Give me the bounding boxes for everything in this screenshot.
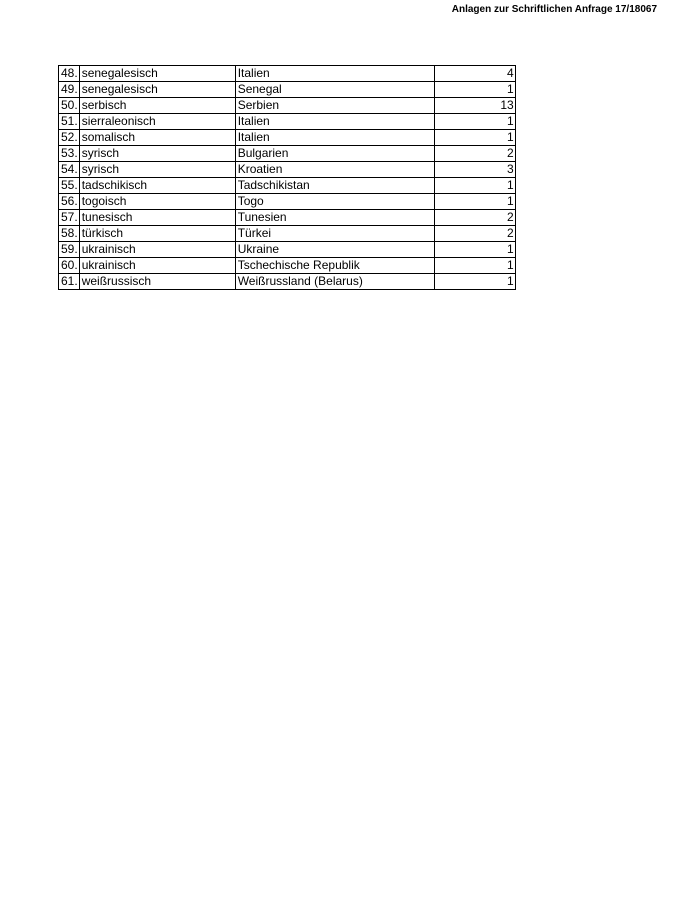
row-number-cell: 50. [59,98,80,114]
row-number-cell: 56. [59,194,80,210]
nationality-cell: ukrainisch [79,242,235,258]
nationality-cell: serbisch [79,98,235,114]
count-cell: 13 [434,98,515,114]
table-row [59,66,516,82]
table-row [59,98,516,114]
row-number-cell: 53. [59,146,80,162]
nationality-cell: togoisch [79,194,235,210]
row-number-cell: 61. [59,274,80,290]
country-cell: Bulgarien [235,146,434,162]
count-cell: 2 [434,210,515,226]
table-row [59,178,516,194]
table-row [59,258,516,274]
count-cell: 1 [434,274,515,290]
country-cell: Türkei [235,226,434,242]
table-row [59,210,516,226]
table-row [59,274,516,290]
nationality-cell: ukrainisch [79,258,235,274]
count-cell: 3 [434,162,515,178]
nationality-cell: türkisch [79,226,235,242]
country-cell: Weißrussland (Belarus) [235,274,434,290]
country-cell: Ukraine [235,242,434,258]
page-header-title: Anlagen zur Schriftlichen Anfrage 17/18067 [451,4,657,15]
nationality-cell: tadschikisch [79,178,235,194]
row-number-cell: 58. [59,226,80,242]
nationality-cell: senegalesisch [79,66,235,82]
table-row [59,82,516,98]
count-cell: 1 [434,82,515,98]
row-number-cell: 59. [59,242,80,258]
table-row [59,226,516,242]
row-number-cell: 60. [59,258,80,274]
nationality-cell: weißrussisch [79,274,235,290]
row-number-cell: 54. [59,162,80,178]
country-cell: Italien [235,66,434,82]
row-number-cell: 52. [59,130,80,146]
count-cell: 1 [434,130,515,146]
row-number-cell: 49. [59,82,80,98]
nationality-cell: somalisch [79,130,235,146]
nationality-cell: syrisch [79,146,235,162]
country-cell: Italien [235,114,434,130]
count-cell: 1 [434,114,515,130]
country-cell: Kroatien [235,162,434,178]
table-row [59,114,516,130]
country-cell: Serbien [235,98,434,114]
nationality-cell: tunesisch [79,210,235,226]
count-cell: 4 [434,66,515,82]
country-cell: Tschechische Republik [235,258,434,274]
table-row [59,162,516,178]
country-cell: Tunesien [235,210,434,226]
table-row [59,194,516,210]
nationality-cell: senegalesisch [79,82,235,98]
data-table [58,65,516,290]
count-cell: 1 [434,194,515,210]
table-row [59,242,516,258]
nationality-cell: sierraleonisch [79,114,235,130]
row-number-cell: 51. [59,114,80,130]
count-cell: 2 [434,226,515,242]
nationality-cell: syrisch [79,162,235,178]
country-cell: Senegal [235,82,434,98]
country-cell: Italien [235,130,434,146]
count-cell: 1 [434,242,515,258]
table-row [59,130,516,146]
row-number-cell: 57. [59,210,80,226]
table-row [59,146,516,162]
country-cell: Tadschikistan [235,178,434,194]
count-cell: 1 [434,258,515,274]
count-cell: 2 [434,146,515,162]
count-cell: 1 [434,178,515,194]
country-cell: Togo [235,194,434,210]
row-number-cell: 48. [59,66,80,82]
row-number-cell: 55. [59,178,80,194]
